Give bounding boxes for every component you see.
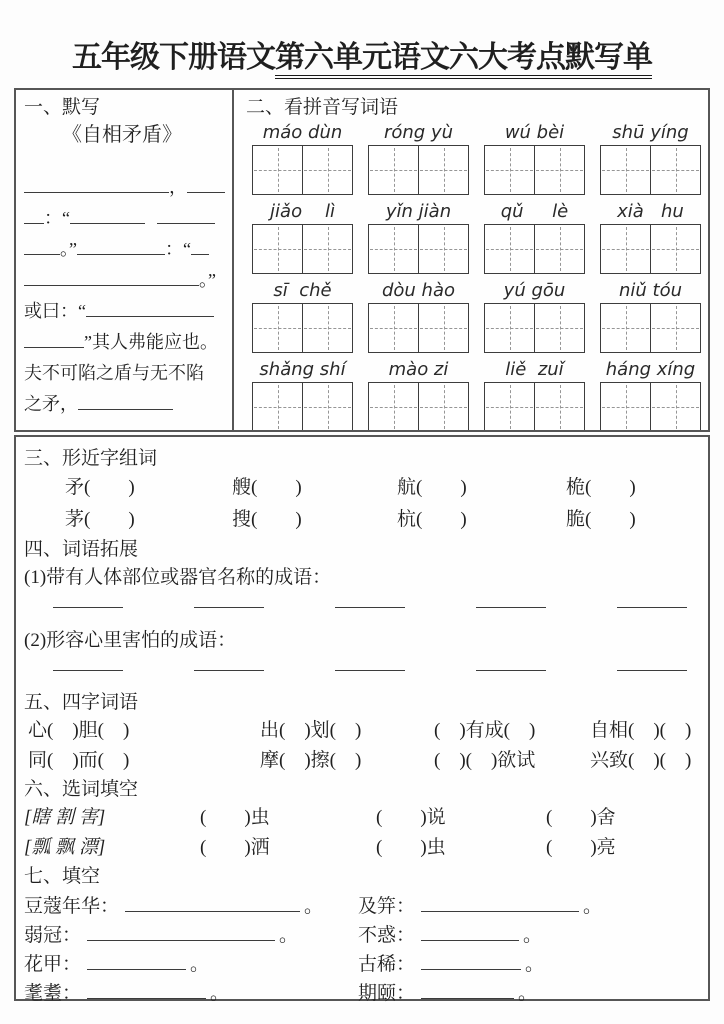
pinyin-label: háng xíng (605, 359, 696, 380)
pinyin-word-block (368, 279, 469, 353)
dictation-line (24, 296, 225, 327)
dictation-line (24, 172, 225, 203)
word-cell: ( )亮 (546, 837, 616, 858)
choose-rows (24, 803, 700, 863)
dictation-section (16, 90, 234, 430)
similar-heading: 三、形近字组词 (24, 448, 158, 469)
similar-rows (24, 472, 700, 536)
blank-line (157, 210, 215, 224)
blank-line (194, 657, 264, 671)
fill-row (358, 892, 700, 921)
word-cell: 茅( ) (65, 509, 135, 530)
blank-line (86, 303, 214, 317)
writing-grid-box (484, 303, 585, 353)
grid-cell (302, 383, 352, 430)
word-cell: ( )虫 (200, 807, 270, 828)
grid-cell (534, 225, 584, 273)
grid-cell (302, 225, 352, 273)
fill-label: 古稀： (358, 954, 416, 975)
pinyin-label: yǐn jiàn (385, 201, 452, 222)
title-underlined: 第六单元语文六大考点默写单 (275, 41, 652, 79)
dictation-line (24, 327, 225, 358)
choose-row (24, 833, 700, 863)
grid-cell (485, 225, 534, 273)
pinyin-word-block (600, 121, 701, 195)
blank-line (87, 985, 206, 999)
fill-columns (24, 892, 700, 1008)
period: 。 (523, 925, 543, 946)
word-cell: 桅( ) (566, 477, 636, 498)
blank-line (125, 898, 300, 912)
pinyin-row (246, 121, 708, 200)
period: 。 (304, 896, 324, 917)
blank-line (24, 334, 84, 348)
blank-line (335, 657, 405, 671)
pinyin-word-block (484, 279, 585, 353)
writing-grid-box (368, 382, 469, 430)
fill-row (24, 892, 358, 921)
blank-line (24, 179, 169, 193)
pinyin-row (246, 279, 708, 358)
word-cell: 杭( ) (397, 509, 467, 530)
blank-line (421, 898, 579, 912)
word-cell: ( )有成( ) (434, 720, 536, 741)
writing-grid-box (600, 145, 701, 195)
grid-cell (485, 304, 534, 352)
writing-grid-box (600, 224, 701, 274)
pinyin-label: yú gōu (503, 280, 566, 301)
blank-line (53, 594, 123, 608)
grid-cell (485, 383, 534, 430)
grid-cell (302, 304, 352, 352)
writing-grid-box (368, 145, 469, 195)
dictation-text: 。” (199, 270, 216, 290)
pinyin-word-block (484, 121, 585, 195)
blank-line (476, 657, 546, 671)
title-plain: 五年级下册语文 (72, 41, 275, 74)
expand-items (24, 563, 700, 689)
grid-cell (650, 383, 700, 430)
fill-heading: 七、填空 (24, 866, 101, 887)
blank-line (78, 396, 173, 410)
blank-line (194, 594, 264, 608)
choice-set: [瓢 飘 漂] (24, 837, 106, 858)
dictation-text: 或曰：“ (24, 301, 86, 321)
fill-row (24, 950, 358, 979)
pinyin-word-block (368, 121, 469, 195)
word-cell: 心( )胆( ) (28, 720, 130, 741)
writing-grid-box (252, 145, 353, 195)
period: 。 (190, 954, 210, 975)
grid-cell (418, 304, 468, 352)
period: 。 (583, 896, 603, 917)
word-cell: 矛( ) (65, 477, 135, 498)
writing-grid-box (600, 382, 701, 430)
dictation-text: ， (169, 177, 187, 197)
blank-line (87, 956, 186, 970)
word-cell: 脆( ) (566, 509, 636, 530)
spacer (145, 223, 157, 224)
dictation-text: 夫不可陷之盾与无不陷 (24, 363, 204, 383)
blank-line (617, 657, 687, 671)
dictation-heading: 一、默写 (24, 97, 101, 118)
word-cell: ( )说 (376, 807, 446, 828)
poem-title: 《自相矛盾》 (62, 124, 182, 146)
word-row (24, 504, 700, 536)
pinyin-label: shǎng shí (259, 359, 346, 380)
pinyin-label: róng yù (383, 122, 454, 143)
dictation-line (24, 265, 225, 296)
dictation-text: ”其人弗能应也。 (84, 332, 218, 352)
dictation-line (24, 358, 225, 389)
period: 。 (518, 983, 538, 1004)
word-cell: 兴致( )( ) (590, 750, 692, 771)
word-cell: 自相( )( ) (590, 720, 692, 741)
word-cell: 同( )而( ) (28, 750, 130, 771)
bottom-section (14, 435, 710, 1004)
blank-line (53, 657, 123, 671)
grid-cell (302, 146, 352, 194)
pinyin-label: dòu hào (381, 280, 456, 301)
fill-row (24, 921, 358, 950)
pinyin-word-block (600, 358, 701, 430)
grid-cell (418, 225, 468, 273)
writing-grid-box (484, 382, 585, 430)
blank-line (24, 241, 60, 255)
grid-cell (650, 146, 700, 194)
fill-right (358, 892, 700, 1008)
word-cell: 搜( ) (232, 509, 302, 530)
pinyin-word-block (484, 200, 585, 274)
grid-cell (253, 304, 302, 352)
expand-label: (2)形容心里害怕的成语： (24, 630, 237, 651)
pinyin-word-block (484, 358, 585, 430)
fill-label: 耄耋： (24, 983, 82, 1004)
blank-line (421, 956, 521, 970)
dictation-text: 之矛， (24, 394, 78, 414)
expand-heading: 四、词语拓展 (24, 539, 139, 560)
period: 。 (525, 954, 545, 975)
grid-cell (601, 383, 650, 430)
top-section (14, 88, 710, 432)
writing-grid-box (252, 224, 353, 274)
pinyin-word-block (368, 200, 469, 274)
pinyin-label: jiǎo lì (270, 201, 335, 222)
pinyin-label: shū yíng (612, 122, 689, 143)
page-title (0, 32, 724, 76)
word-row (24, 746, 700, 776)
pinyin-label: sī chě (273, 280, 332, 301)
grid-cell (650, 304, 700, 352)
fill-left (24, 892, 358, 1008)
writing-grid-box (252, 303, 353, 353)
dictation-lines (24, 172, 225, 420)
blank-line (421, 985, 514, 999)
grid-cell (418, 146, 468, 194)
choose-heading: 六、选词填空 (24, 779, 139, 800)
pinyin-label: mào zi (388, 359, 449, 380)
word-cell: ( )舍 (546, 807, 616, 828)
fill-label: 期颐： (358, 983, 416, 1004)
expand-label: (1)带有人体部位或器官名称的成语： (24, 567, 332, 588)
four-rows (24, 716, 700, 776)
grid-cell (601, 304, 650, 352)
pinyin-label: qǔ lè (500, 201, 569, 222)
writing-grid-box (368, 224, 469, 274)
blank-line (187, 179, 225, 193)
blank-line (77, 241, 165, 255)
word-cell: ( )虫 (376, 837, 446, 858)
pinyin-label: niǔ tóu (618, 280, 683, 301)
grid-cell (534, 304, 584, 352)
blank-line (476, 594, 546, 608)
choice-set: [瞎 割 害] (24, 807, 106, 828)
period: 。 (210, 983, 230, 1004)
fill-label: 及笄： (358, 896, 416, 917)
dictation-text: 。” (60, 239, 77, 259)
pinyin-word-block (252, 358, 353, 430)
writing-grid-box (368, 303, 469, 353)
grid-cell (369, 225, 418, 273)
pinyin-word-block (252, 121, 353, 195)
expand-blanks (24, 592, 700, 626)
pinyin-rows (246, 121, 708, 430)
dictation-line (24, 203, 225, 234)
word-cell: 航( ) (397, 477, 467, 498)
grid-cell (601, 225, 650, 273)
dictation-line (24, 389, 225, 420)
blank-line (87, 927, 275, 941)
grid-cell (534, 383, 584, 430)
pinyin-row (246, 358, 708, 430)
choose-row (24, 803, 700, 833)
pinyin-word-block (252, 200, 353, 274)
fill-row (358, 921, 700, 950)
fill-row (358, 950, 700, 979)
fill-label: 豆蔻年华： (24, 896, 120, 917)
blank-line (191, 241, 209, 255)
pinyin-label: liě zuǐ (505, 359, 564, 380)
blank-line (335, 594, 405, 608)
expand-blanks (24, 655, 700, 689)
word-cell: ( )( )欲试 (434, 750, 536, 771)
pinyin-row (246, 200, 708, 279)
pinyin-label: máo dùn (262, 122, 343, 143)
grid-cell (485, 146, 534, 194)
pinyin-section (234, 90, 708, 430)
word-cell: ( )洒 (200, 837, 270, 858)
pinyin-label: wú bèi (504, 122, 565, 143)
blank-line (421, 927, 519, 941)
word-cell: 艘( ) (232, 477, 302, 498)
word-cell: 出( )划( ) (260, 720, 362, 741)
grid-cell (369, 304, 418, 352)
grid-cell (253, 383, 302, 430)
grid-cell (253, 146, 302, 194)
pinyin-word-block (252, 279, 353, 353)
dictation-text: ：“ (44, 208, 70, 228)
writing-grid-box (484, 224, 585, 274)
grid-cell (369, 383, 418, 430)
grid-cell (601, 146, 650, 194)
word-row (24, 716, 700, 746)
blank-line (617, 594, 687, 608)
blank-line (24, 272, 199, 286)
writing-grid-box (252, 382, 353, 430)
pinyin-label: xià hu (617, 201, 684, 222)
blank-line (70, 210, 145, 224)
word-row (24, 472, 700, 504)
word-cell: 摩( )擦( ) (260, 750, 362, 771)
fill-label: 花甲： (24, 954, 82, 975)
pinyin-word-block (600, 279, 701, 353)
grid-cell (418, 383, 468, 430)
pinyin-heading: 二、看拼音写词语 (246, 97, 399, 118)
grid-cell (534, 146, 584, 194)
grid-cell (253, 225, 302, 273)
pinyin-word-block (600, 200, 701, 274)
dictation-text: ：“ (165, 239, 191, 259)
grid-cell (369, 146, 418, 194)
writing-grid-box (600, 303, 701, 353)
blank-line (24, 210, 44, 224)
fill-row (24, 979, 358, 1008)
dictation-line (24, 234, 225, 265)
period: 。 (279, 925, 299, 946)
writing-grid-box (484, 145, 585, 195)
fill-row (358, 979, 700, 1008)
pinyin-word-block (368, 358, 469, 430)
grid-cell (650, 225, 700, 273)
four-heading: 五、四字词语 (24, 692, 139, 713)
fill-label: 不惑： (358, 925, 416, 946)
fill-label: 弱冠： (24, 925, 82, 946)
